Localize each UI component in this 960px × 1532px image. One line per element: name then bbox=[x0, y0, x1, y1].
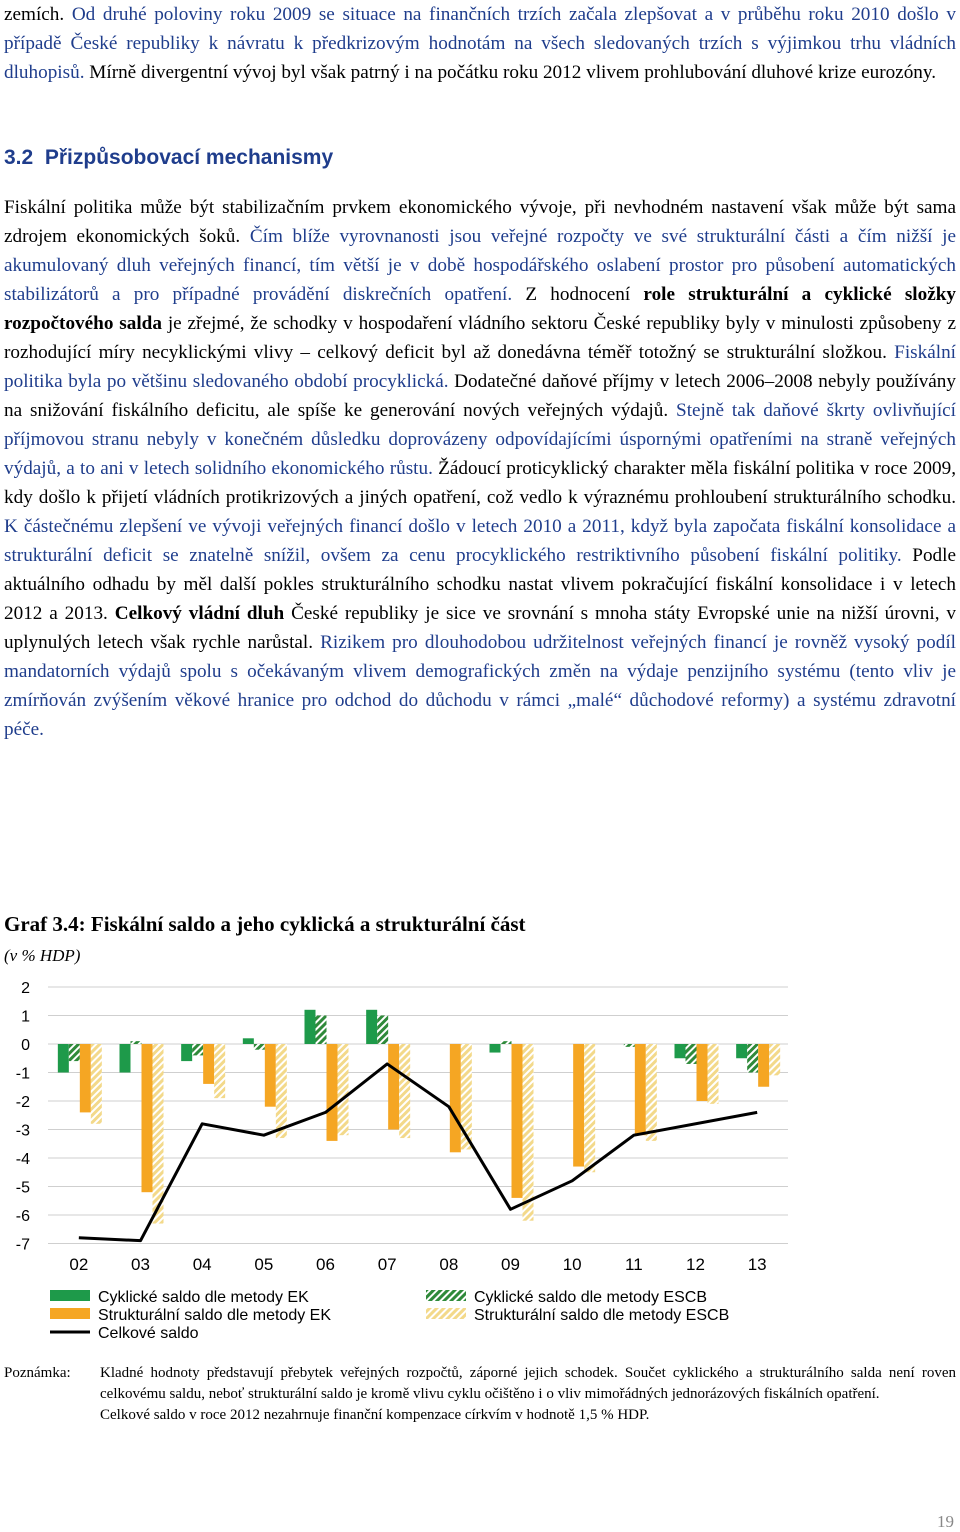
bar-cyclical-ek bbox=[675, 1044, 686, 1058]
main-s11-bold: Celkový vládní dluh bbox=[114, 603, 285, 624]
intro-paragraph bbox=[4, 0, 956, 87]
bar-cyclical-escb bbox=[69, 1044, 80, 1061]
x-tick-label: 12 bbox=[686, 1255, 705, 1274]
section-title: Přizpůsobovací mechanismy bbox=[44, 146, 334, 169]
legend-label: Celkové saldo bbox=[98, 1325, 199, 1342]
figure-unit: (v % HDP) bbox=[4, 946, 81, 965]
bar-structural-ek bbox=[327, 1044, 338, 1141]
chart-note bbox=[4, 1363, 956, 1426]
bar-structural-escb bbox=[708, 1044, 719, 1104]
intro-text-highlight: Od druhé poloviny roku 2009 se situace na finančních trzích začala zlepšovat a v průběhu roku 2010 došlo v případě České republiky k návratu k předkrizovým hodnotám na všech sledovaných trzích s výjimkou trhu vládních dluhopisů. bbox=[4, 4, 956, 83]
bar-structural-escb bbox=[646, 1044, 657, 1141]
x-tick-label: 13 bbox=[747, 1255, 767, 1274]
x-tick-label: 08 bbox=[439, 1255, 459, 1274]
note-line-2: Celkové saldo v roce 2012 nezahrnuje finanční kompenzace církvím v hodnotě 1,5 % HDP. bbox=[100, 1407, 650, 1423]
main-s2: Čím blíže vyrovnanosti jsou veřejné rozpočty ve své strukturální části a čím nižší je akumulovaný dluh veřejných financí, tím větší je v době hospodářského oslabení prostor pro působení automatických stabilizátorů a pro případné provádění diskrečních opatření. bbox=[4, 226, 956, 305]
bar-structural-ek bbox=[388, 1044, 399, 1130]
x-tick-label: 07 bbox=[377, 1255, 397, 1274]
x-tick-label: 02 bbox=[69, 1255, 89, 1274]
main-s3: Z hodnocení bbox=[512, 284, 644, 305]
bar-structural-escb bbox=[523, 1044, 534, 1221]
bar-structural-ek bbox=[80, 1044, 91, 1112]
section-heading bbox=[4, 146, 333, 170]
y-tick-label: -6 bbox=[15, 1208, 30, 1225]
bar-structural-escb bbox=[769, 1044, 780, 1075]
bar-structural-ek bbox=[265, 1044, 276, 1107]
main-paragraph bbox=[4, 193, 956, 744]
legend-swatch bbox=[50, 1290, 90, 1301]
main-s8: Žádoucí proticyklický charakter měla fiskální politika v roce 2009, kdy došlo k přijetí vládních protikrizových a jiných opatření, což vedlo k výraznému prohloubení strukturálního schodku. bbox=[4, 458, 956, 508]
legend-swatch bbox=[426, 1308, 466, 1319]
bar-structural-ek bbox=[635, 1044, 646, 1135]
bar-cyclical-ek bbox=[120, 1044, 131, 1073]
bar-structural-ek bbox=[697, 1044, 708, 1101]
page-number: 19 bbox=[937, 1512, 954, 1531]
legend-label: Cyklické saldo dle metody EK bbox=[98, 1289, 309, 1306]
legend-label: Cyklické saldo dle metody ESCB bbox=[474, 1289, 707, 1306]
y-tick-label: -4 bbox=[15, 1151, 30, 1168]
bar-cyclical-ek bbox=[366, 1010, 377, 1044]
bar-structural-escb bbox=[91, 1044, 102, 1124]
y-tick-label: 0 bbox=[21, 1037, 30, 1054]
bar-cyclical-escb bbox=[316, 1016, 327, 1045]
bar-cyclical-escb bbox=[747, 1044, 758, 1073]
bar-cyclical-ek bbox=[58, 1044, 69, 1073]
note-label: Poznámka: bbox=[4, 1365, 71, 1381]
note-line-1: Kladné hodnoty představují přebytek veřejných rozpočtů, záporné jejich schodek. Součet cyklického a strukturálního salda není roven celkovému saldu, neboť strukturální saldo je kromě vlivu cyklu očištěno i o vliv mimořádných jednorázových fiskálních opatření. bbox=[100, 1365, 956, 1402]
bar-cyclical-escb bbox=[254, 1044, 265, 1050]
main-s10: Podle aktuálního odhadu by měl další pokles strukturálního schodku nastat vlivem pokračující fiskální konsolidace i v letech 2012 a 2013. bbox=[4, 545, 956, 624]
bar-structural-escb bbox=[276, 1044, 287, 1138]
x-tick-label: 06 bbox=[316, 1255, 335, 1274]
bar-structural-ek bbox=[573, 1044, 584, 1167]
main-s9: K částečnému zlepšení ve vývoji veřejných financí došlo v letech 2010 a 2011, když byla započata fiskální konsolidace a strukturální deficit se znatelně snížil, ovšem za cenu procyklického restriktivního působení fiskální politiky. bbox=[4, 516, 956, 566]
intro-text-2: Mírně divergentní vývoj byl však patrný i na počátku roku 2012 vlivem prohlubování dluhové krize eurozóny. bbox=[84, 62, 937, 83]
main-s13: Rizikem pro dlouhodobou udržitelnost veřejných financí je rovněž vysoký podíl mandatorních výdajů spolu s očekávaným vlivem demografických změn na výdaje penzijního systému (tento vliv je zmírňován zvýšením věkové hranice pro odchod do důchodu v rámci „malé“ důchodové reformy) a systému zdravotní péče. bbox=[4, 632, 956, 740]
y-axis bbox=[16, 980, 30, 1254]
bar-structural-ek bbox=[203, 1044, 214, 1084]
main-s6: Dodatečné daňové příjmy v letech 2006–2008 nebyly používány na snižování fiskálního deficitu, ale spíše ke generování nových veřejných výdajů. bbox=[4, 371, 956, 421]
y-tick-label: 1 bbox=[21, 1008, 30, 1026]
bar-structural-escb bbox=[338, 1044, 349, 1135]
main-s11 bbox=[108, 603, 115, 624]
main-s3-bold: role strukturální a cyklické složky rozpočtového salda bbox=[4, 284, 956, 334]
legend-swatch bbox=[50, 1308, 90, 1319]
intro-text-1: zemích. bbox=[4, 4, 72, 25]
bar-cyclical-escb bbox=[131, 1041, 142, 1044]
legend-swatch bbox=[426, 1290, 466, 1301]
bar-cyclical-ek bbox=[181, 1044, 192, 1061]
x-tick-label: 04 bbox=[192, 1255, 212, 1274]
bar-cyclical-escb bbox=[192, 1044, 203, 1055]
bar-structural-ek bbox=[142, 1044, 153, 1192]
x-tick-label: 11 bbox=[625, 1255, 643, 1274]
bar-cyclical-ek bbox=[490, 1044, 501, 1053]
bar-structural-escb bbox=[153, 1044, 164, 1224]
figure-title: Graf 3.4: Fiskální saldo a jeho cyklická a strukturální část bbox=[4, 912, 526, 936]
y-tick-label: -5 bbox=[15, 1179, 30, 1197]
main-s5: Fiskální politika byla po většinu sledovaného období procyklická. bbox=[4, 342, 956, 392]
bar-cyclical-ek bbox=[736, 1044, 747, 1058]
bar-cyclical-ek bbox=[305, 1010, 316, 1044]
legend-label: Strukturální saldo dle metody EK bbox=[98, 1307, 332, 1324]
bar-structural-escb bbox=[399, 1044, 410, 1138]
main-s1: Fiskální politika může být stabilizačním prvkem ekonomického vývoje, při nevhodném nastavení však může být sama zdrojem ekonomických šoků. bbox=[4, 197, 956, 247]
bar-cyclical-escb bbox=[501, 1041, 512, 1044]
bar-structural-ek bbox=[758, 1044, 769, 1087]
bar-structural-escb bbox=[214, 1044, 225, 1098]
x-tick-label: 10 bbox=[562, 1255, 582, 1274]
y-tick-label: -7 bbox=[15, 1236, 30, 1254]
bar-structural-escb bbox=[584, 1044, 595, 1172]
bar-cyclical-escb bbox=[686, 1044, 697, 1064]
legend-label: Strukturální saldo dle metody ESCB bbox=[474, 1307, 730, 1324]
x-axis bbox=[69, 1255, 766, 1274]
main-s12: České republiky je sice ve srovnání s mnoha státy Evropské unie na nižší úrovni, v uplynulých letech však rychle narůstal. bbox=[4, 603, 957, 653]
bar-structural-ek bbox=[450, 1044, 461, 1152]
y-tick-label: -1 bbox=[15, 1065, 30, 1083]
y-tick-label: 2 bbox=[21, 980, 30, 997]
y-tick-label: -3 bbox=[15, 1122, 30, 1140]
section-number: 3.2 bbox=[4, 146, 34, 169]
y-tick-label: -2 bbox=[15, 1094, 30, 1111]
bar-structural-ek bbox=[512, 1044, 523, 1198]
bar-cyclical-escb bbox=[624, 1044, 635, 1047]
legend bbox=[50, 1289, 729, 1342]
x-tick-label: 09 bbox=[501, 1255, 520, 1274]
bar-cyclical-escb bbox=[377, 1016, 388, 1045]
main-s4: je zřejmé, že schodky v hospodaření vládního sektoru České republiky byly v minulosti způsobeny z rozhodující míry necyklickými vlivy – celkový deficit byl až donedávna téměř totožný se strukturální složkou. bbox=[4, 313, 957, 363]
x-tick-label: 05 bbox=[254, 1255, 274, 1274]
bar-cyclical-ek bbox=[243, 1038, 254, 1044]
fiscal-balance-chart bbox=[0, 965, 960, 1355]
x-tick-label: 03 bbox=[131, 1255, 150, 1274]
main-s7: Stejně tak daňové škrty ovlivňující příjmovou stranu nebyly v konečném důsledku doprovázeny odpovídajícími úspornými opatřeními na straně veřejných výdajů, a to ani v letech solidního ekonomického růstu. bbox=[4, 400, 956, 479]
